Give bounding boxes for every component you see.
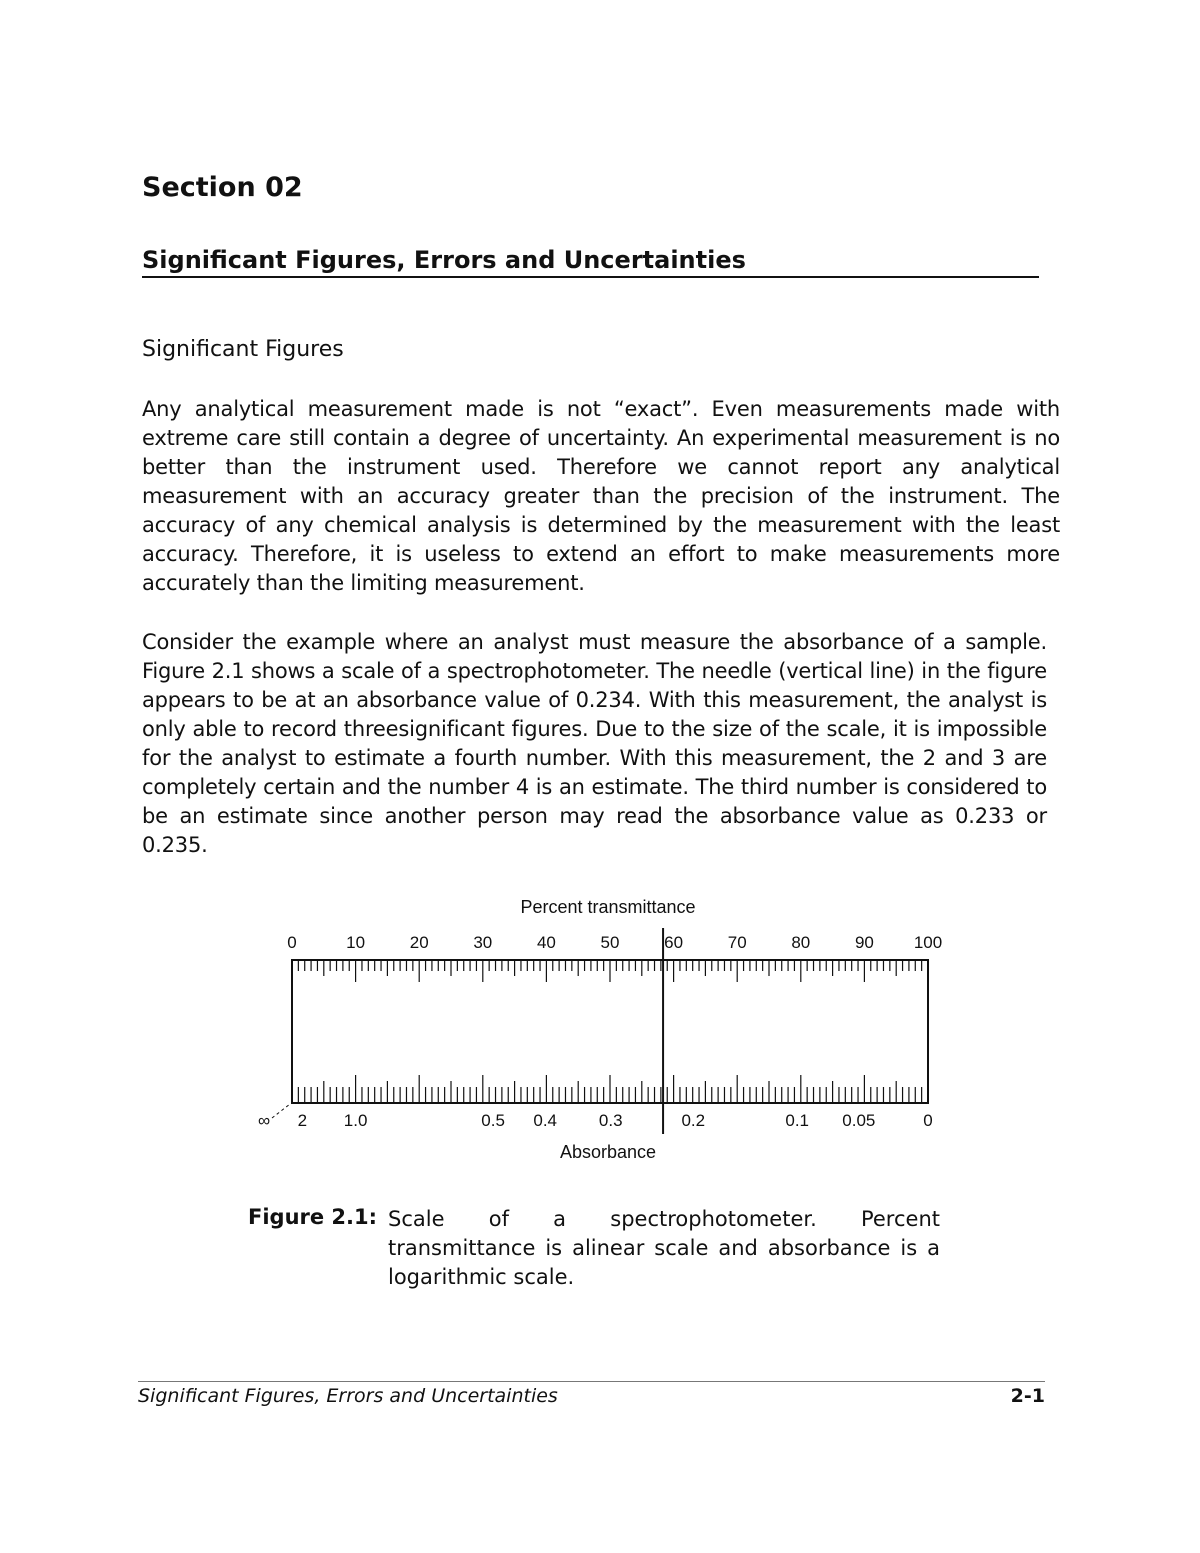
figure-caption-label: Figure 2.1: — [248, 1205, 378, 1229]
absorbance-label: 2 — [297, 1111, 308, 1130]
transmittance-label: 20 — [409, 933, 429, 952]
figure-caption-text: Scale of a spectrophotometer. Percent transmittance is alinear scale and absorbance is a logarithmic scale. — [388, 1207, 940, 1289]
transmittance-label: 50 — [600, 933, 620, 952]
absorbance-label: 0.4 — [533, 1111, 558, 1130]
transmittance-label: 100 — [913, 933, 943, 952]
transmittance-label: 70 — [727, 933, 747, 952]
scale-bottom-title: Absorbance — [559, 1142, 657, 1162]
absorbance-label: 0.1 — [785, 1111, 810, 1130]
footer-rule — [138, 1381, 1045, 1382]
absorbance-label: 0.5 — [481, 1111, 505, 1130]
transmittance-label: 10 — [346, 933, 366, 952]
body-paragraph: Any analytical measurement made is not “exact”. Even measurements made with extreme care still contain a degree of uncertainty. An experimental measurement is no better than the instrument used. Therefore we cannot report any analytical measurement with an accuracy greater than the precision of the instrument. The accuracy of any chemical analysis is determined by the measurement with the least accuracy. Therefore, it is useless to extend an effort to make measurements more accurately than the limiting measurement. — [142, 397, 1060, 595]
chapter-title: Significant Figures, Errors and Uncertainties — [142, 246, 1039, 278]
absorbance-label: 0.3 — [598, 1111, 623, 1130]
body-paragraph: Consider the example where an analyst must measure the absorbance of a sample. Figure 2.1 shows a scale of a spectrophotometer. The needle (vertical line) in the figure appears to be at an absorbance value of 0.234. With this measurement, the analyst is only able to record threesignificant figures. Due to the size of the scale, it is impossible for the analyst to estimate a fourth number. With this measurement, the 2 and 3 are completely certain and the number 4 is an estimate. The third number is considered to be an estimate since another person may read the absorbance value as 0.233 or 0.235. — [142, 630, 1047, 857]
transmittance-label: 60 — [664, 933, 684, 952]
transmittance-label: 90 — [854, 933, 874, 952]
transmittance-label: 0 — [287, 933, 297, 952]
scale-svg — [250, 890, 960, 1170]
transmittance-label: 30 — [473, 933, 493, 952]
infinity-leader — [272, 1104, 290, 1118]
absorbance-label: 0.05 — [842, 1111, 876, 1130]
scale-top-title: Percent transmittance — [520, 897, 696, 917]
absorbance-label: 0 — [923, 1111, 933, 1130]
absorbance-label: 1.0 — [343, 1111, 368, 1130]
transmittance-label: 40 — [536, 933, 556, 952]
spectrophotometer-scale-figure — [250, 890, 960, 1170]
subheading-significant-figures: Significant Figures — [142, 337, 344, 362]
page-number: 2-1 — [1010, 1385, 1045, 1407]
footer-title: Significant Figures, Errors and Uncertainties — [138, 1385, 558, 1407]
section-label: Section 02 — [142, 172, 303, 203]
absorbance-label-infinity: ∞ — [257, 1111, 271, 1130]
transmittance-label: 80 — [791, 933, 811, 952]
absorbance-label: 0.2 — [681, 1111, 706, 1130]
